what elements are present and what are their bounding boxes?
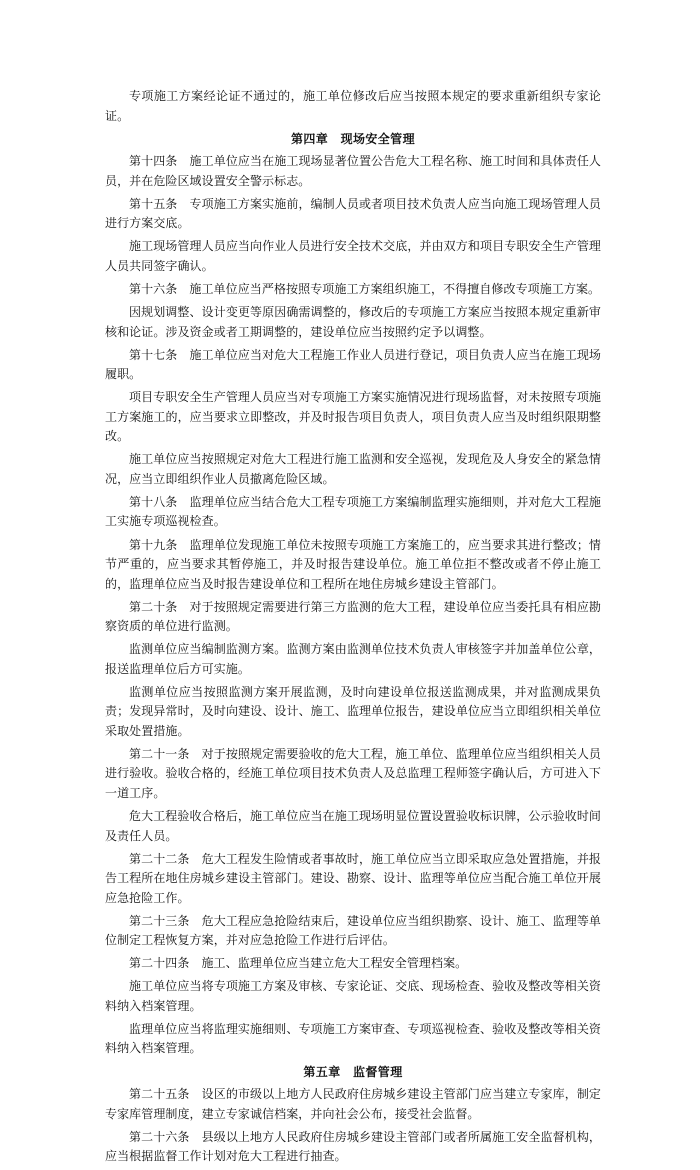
article-14: 第十四条 施工单位应当在施工现场显著位置公告危大工程名称、施工时间和具体责任人员，并在危险区域设置安全警示标志。 (105, 154, 601, 188)
article-23: 第二十三条 危大工程应急抢险结束后，建设单位应当组织勘察、设计、施工、监理等单位制定工程恢复方案，并对应急抢险工作进行后评估。 (105, 913, 601, 948)
paragraph: 监测单位应当按照监测方案开展监测，及时向建设单位报送监测成果，并对监测成果负责；发现异常时，及时向建设、设计、施工、监理单位报告，建设单位应当立即组织相关单位采取处置措施。 (105, 684, 601, 738)
chapter-heading-4: 第四章 现场安全管理 (290, 131, 415, 146)
article-18: 第十八条 监理单位应当结合危大工程专项施工方案编制监理实施细则，并对危大工程施工实施专项巡视检查。 (105, 494, 601, 529)
article-15: 第十五条 专项施工方案实施前，编制人员或者项目技术负责人应当向施工现场管理人员进行方案交底。 (105, 196, 601, 231)
paragraph: 危大工程验收合格后，施工单位应当在施工现场明显位置设置验收标识牌，公示验收时间及责任人员。 (105, 809, 601, 843)
paragraph: 施工现场管理人员应当向作业人员进行安全技术交底，并由双方和项目专职安全生产管理人员共同签字确认。 (105, 239, 601, 273)
article-20: 第二十条 对于按照规定需要进行第三方监测的危大工程，建设单位应当委托具有相应勘察资质的单位进行监测。 (105, 599, 601, 634)
article-21: 第二十一条 对于按照规定需要验收的危大工程，施工单位、监理单位应当组织相关人员进行验收。验收合格的，经施工单位项目技术负责人及总监理工程师签字确认后，方可进入下一道工序。 (105, 746, 601, 800)
document-body (105, 87, 601, 1170)
article-24: 第二十四条 施工、监理单位应当建立危大工程安全管理档案。 (129, 956, 468, 971)
article-22: 第二十二条 危大工程发生险情或者事故时，施工单位应当立即采取应急处置措施，并报告工程所在地住房城乡建设主管部门。建设、勘察、设计、监理等单位应当配合施工单位开展应急抢险工作。 (105, 851, 601, 905)
article-25: 第二十五条 设区的市级以上地方人民政府住房城乡建设主管部门应当建立专家库，制定专家库管理制度，建立专家诚信档案，并向社会公布，接受社会监督。 (105, 1087, 601, 1121)
chapter-heading-5: 第五章 监督管理 (303, 1064, 403, 1079)
article-16: 第十六条 施工单位应当严格按照专项施工方案组织施工，不得擅自修改专项施工方案。 (129, 281, 601, 296)
paragraph: 监测单位应当编制监测方案。监测方案由监测单位技术负责人审核签字并加盖单位公章，报送监理单位后方可实施。 (105, 642, 601, 676)
paragraph: 监理单位应当将监理实施细则、专项施工方案审查、专项巡视检查、验收及整改等相关资料纳入档案管理。 (105, 1021, 601, 1056)
paragraph: 因规划调整、设计变更等原因确需调整的，修改后的专项施工方案应当按照本规定重新审核和论证。涉及资金或者工期调整的，建设单位应当按照约定予以调整。 (105, 305, 601, 339)
article-17: 第十七条 施工单位应当对危大工程施工作业人员进行登记，项目负责人应当在施工现场履职。 (105, 347, 601, 382)
article-19: 第十九条 监理单位发现施工单位未按照专项施工方案施工的，应当要求其进行整改；情节严重的，应当要求其暂停施工，并及时报告建设单位。施工单位拒不整改或者不停止施工的，监理单位应当及时报告建设单位和工程所在地住房城乡建设主管部门。 (105, 537, 601, 591)
paragraph: 专项施工方案经论证不通过的，施工单位修改后应当按照本规定的要求重新组织专家论证。 (105, 89, 601, 123)
paragraph: 项目专职安全生产管理人员应当对专项施工方案实施情况进行现场监督，对未按照专项施工方案施工的，应当要求立即整改，并及时报告项目负责人，项目负责人应当及时组织限期整改。 (105, 390, 601, 444)
paragraph: 施工单位应当按照规定对危大工程进行施工监测和安全巡视，发现危及人身安全的紧急情况，应当立即组织作业人员撤离危险区域。 (105, 452, 601, 486)
article-26: 第二十六条 县级以上地方人民政府住房城乡建设主管部门或者所属施工安全监督机构，应当根据监督工作计划对危大工程进行抽查。 (105, 1129, 601, 1164)
paragraph: 施工单位应当将专项施工方案及审核、专家论证、交底、现场检查、验收及整改等相关资料纳入档案管理。 (105, 979, 601, 1013)
